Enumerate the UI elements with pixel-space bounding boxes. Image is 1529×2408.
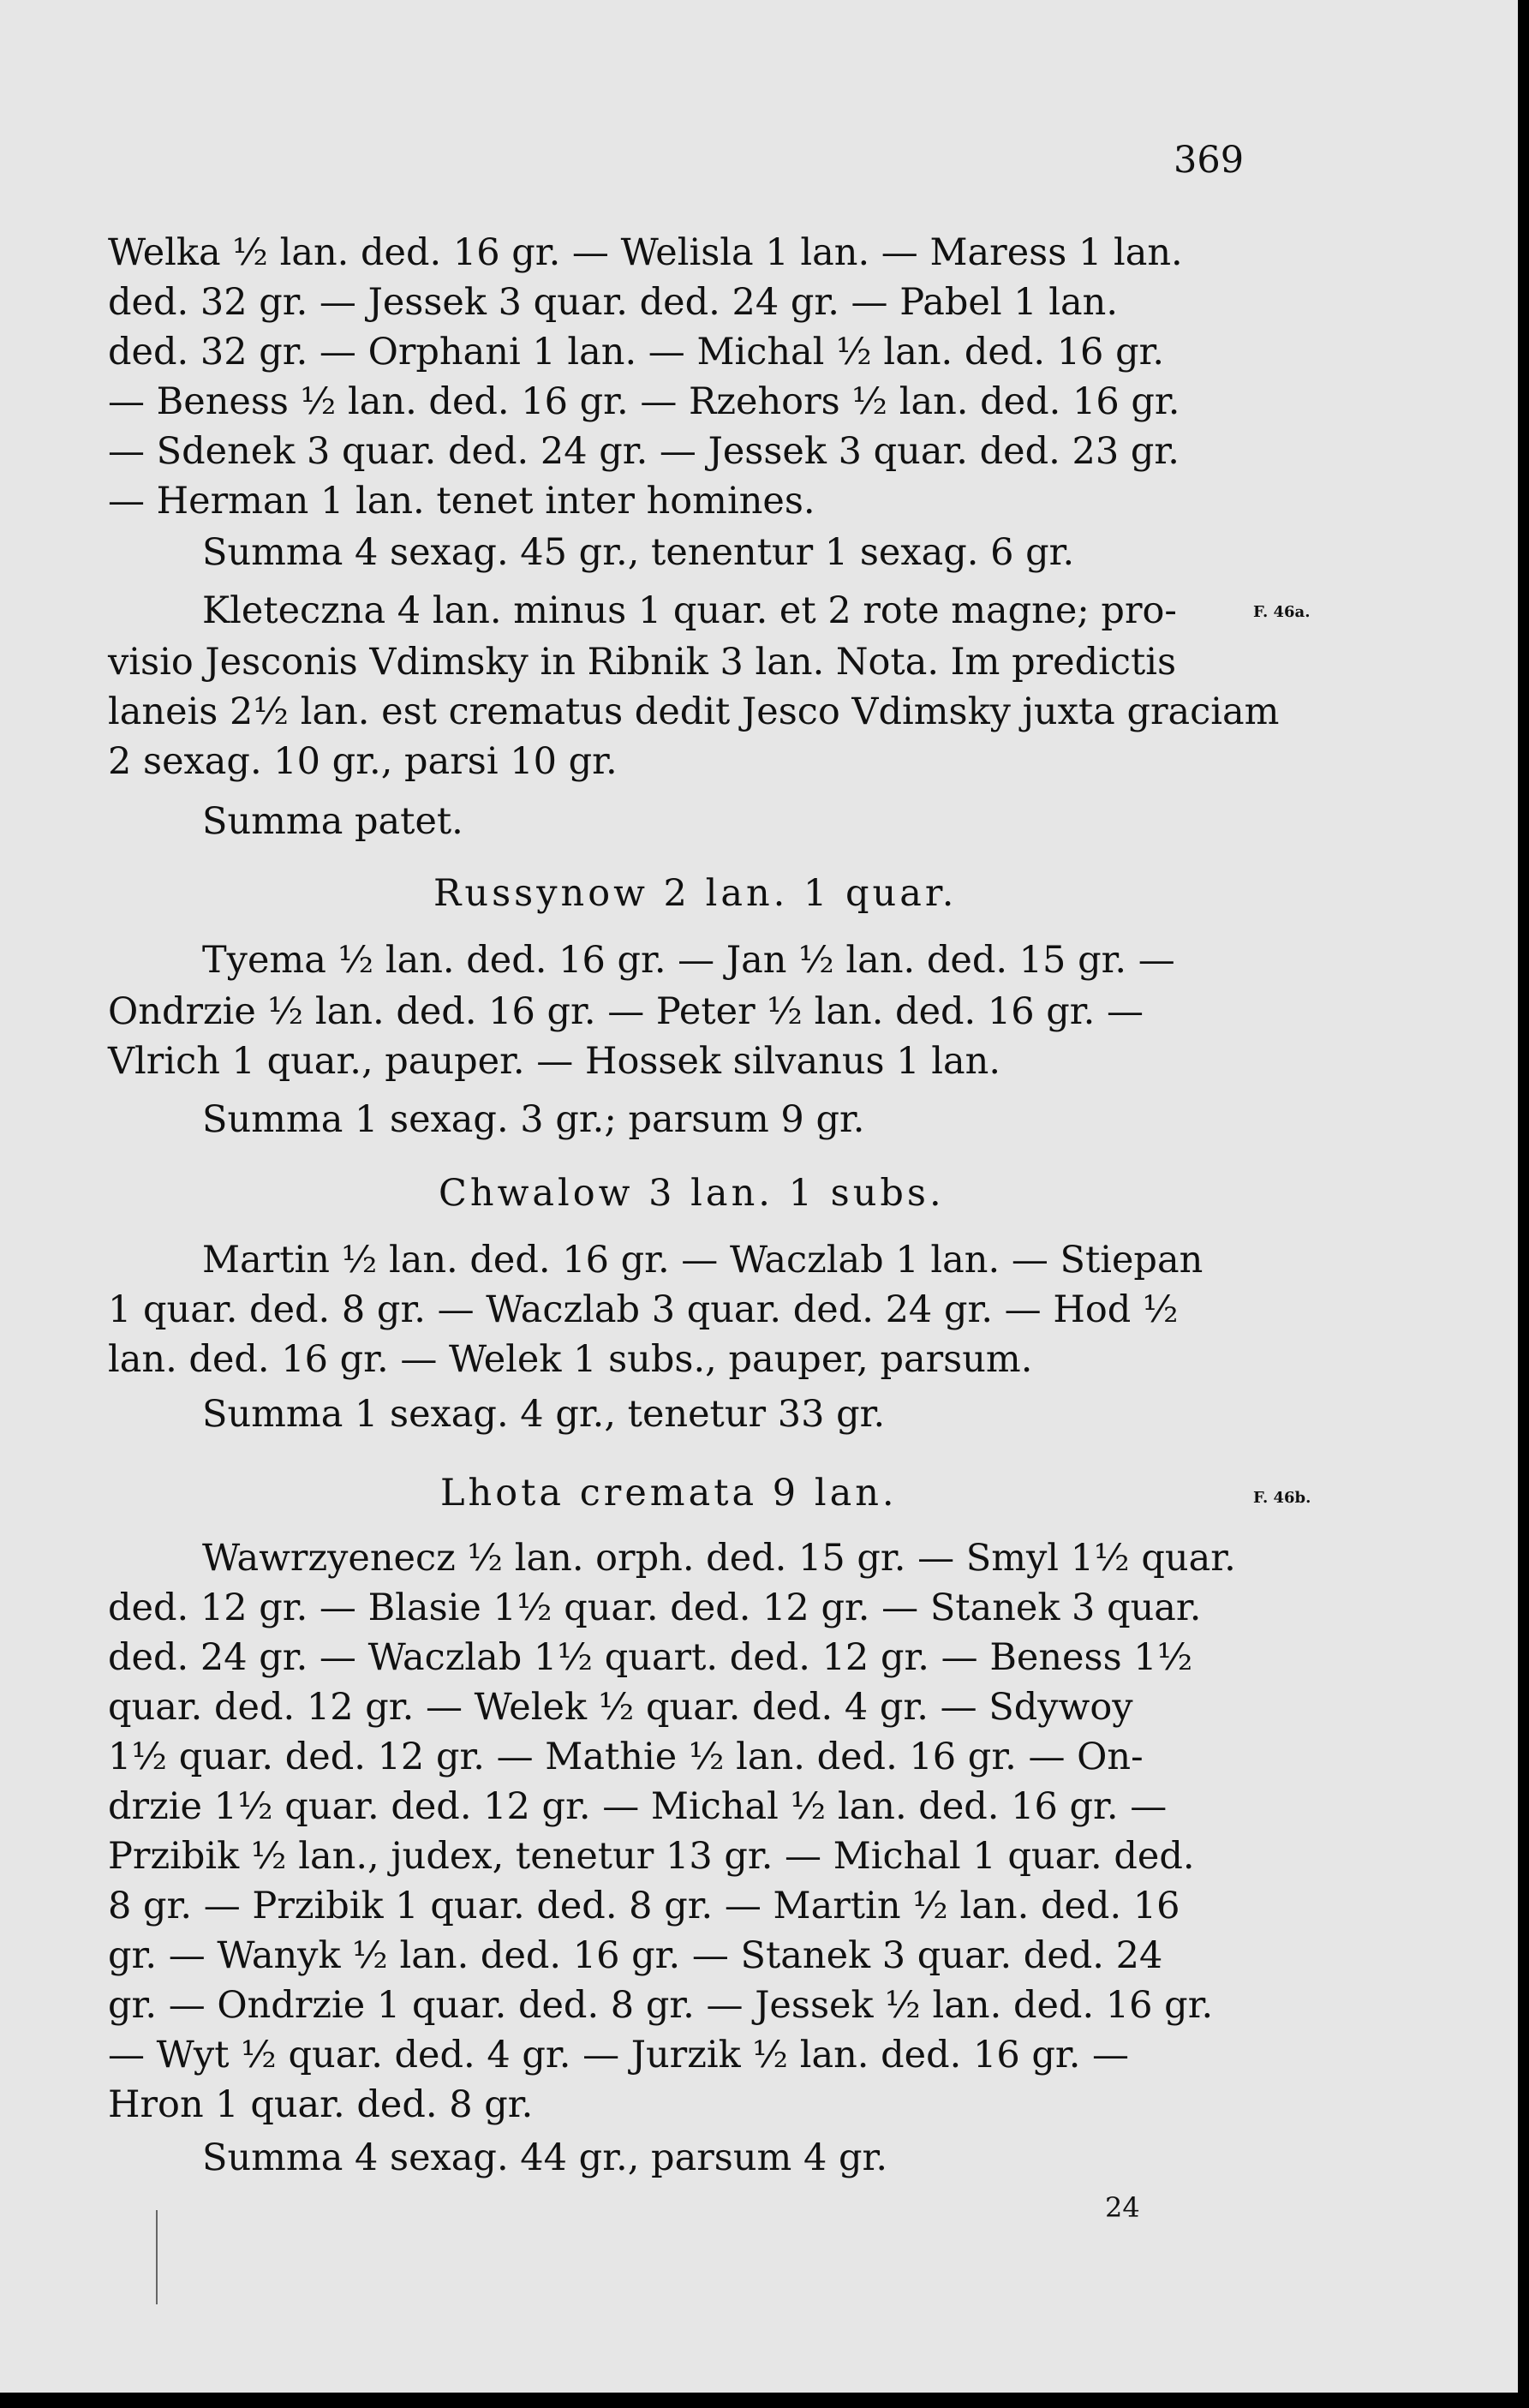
- page-number: 369: [1174, 139, 1245, 182]
- text-line: lan. ded. 16 gr. — Welek 1 subs., pauper, parsum.: [108, 1338, 1033, 1381]
- text-line: Welka ½ lan. ded. 16 gr. — Welisla 1 lan. — Maress 1 lan.: [108, 231, 1183, 274]
- text-line: Ondrzie ½ lan. ded. 16 gr. — Peter ½ lan. ded. 16 gr. —: [108, 990, 1144, 1033]
- text-line: 2 sexag. 10 gr., parsi 10 gr.: [108, 740, 618, 783]
- text-line: Hron 1 quar. ded. 8 gr.: [108, 2083, 534, 2126]
- text-line: 1 quar. ded. 8 gr. — Waczlab 3 quar. ded. 24 gr. — Hod ½: [108, 1288, 1179, 1331]
- text-line: Przibik ½ lan., judex, tenetur 13 gr. — Michal 1 quar. ded.: [108, 1835, 1195, 1878]
- text-line: Martin ½ lan. ded. 16 gr. — Waczlab 1 lan. — Stiepan: [202, 1239, 1203, 1282]
- text-line: — Sdenek 3 quar. ded. 24 gr. — Jessek 3 quar. ded. 23 gr.: [108, 430, 1180, 473]
- text-line: — Herman 1 lan. tenet inter homines.: [108, 480, 815, 523]
- margin-folio-note: F. 46b.: [1253, 1489, 1311, 1507]
- village-heading: Lhota cremata 9 lan.: [440, 1472, 898, 1515]
- text-line: Wawrzyenecz ½ lan. orph. ded. 15 gr. — Smyl 1½ quar.: [202, 1537, 1236, 1580]
- text-line: ded. 24 gr. — Waczlab 1½ quart. ded. 12 gr. — Beness 1½: [108, 1636, 1193, 1679]
- text-line: 1½ quar. ded. 12 gr. — Mathie ½ lan. ded. 16 gr. — On-: [108, 1736, 1144, 1778]
- text-line: — Beness ½ lan. ded. 16 gr. — Rzehors ½ lan. ded. 16 gr.: [108, 380, 1180, 423]
- text-line: ded. 12 gr. — Blasie 1½ quar. ded. 12 gr. — Stanek 3 quar.: [108, 1586, 1202, 1629]
- text-line: gr. — Ondrzie 1 quar. ded. 8 gr. — Jessek ½ lan. ded. 16 gr.: [108, 1984, 1214, 2027]
- text-line: gr. — Wanyk ½ lan. ded. 16 gr. — Stanek 3 quar. ded. 24: [108, 1934, 1163, 1977]
- text-line: laneis 2½ lan. est crematus dedit Jesco Vdimsky juxta graciam: [108, 690, 1280, 733]
- page-edge-mark: [156, 2210, 158, 2304]
- text-line: 8 gr. — Przibik 1 quar. ded. 8 gr. — Martin ½ lan. ded. 16: [108, 1885, 1180, 1927]
- summa-line: Summa 4 sexag. 45 gr., tenentur 1 sexag. 6 gr.: [202, 531, 1075, 574]
- text-line: quar. ded. 12 gr. — Welek ½ quar. ded. 4 gr. — Sdywoy: [108, 1686, 1133, 1729]
- text-line: ded. 32 gr. — Orphani 1 lan. — Michal ½ lan. ded. 16 gr.: [108, 331, 1165, 373]
- signature-mark: 24: [1105, 2191, 1140, 2224]
- text-line: visio Jesconis Vdimsky in Ribnik 3 lan. Nota. Im predictis: [108, 641, 1177, 684]
- text-line: — Wyt ½ quar. ded. 4 gr. — Jurzik ½ lan. ded. 16 gr. —: [108, 2034, 1130, 2076]
- summa-line: Summa 1 sexag. 4 gr., tenetur 33 gr.: [202, 1393, 886, 1436]
- summa-line: Summa 1 sexag. 3 gr.; parsum 9 gr.: [202, 1098, 865, 1141]
- summa-line: Summa patet.: [202, 800, 463, 843]
- text-line: drzie 1½ quar. ded. 12 gr. — Michal ½ lan. ded. 16 gr. —: [108, 1785, 1168, 1828]
- text-line: Vlrich 1 quar., pauper. — Hossek silvanus 1 lan.: [108, 1040, 1001, 1083]
- text-line: ded. 32 gr. — Jessek 3 quar. ded. 24 gr. — Pabel 1 lan.: [108, 281, 1119, 324]
- village-heading: Russynow 2 lan. 1 quar.: [433, 872, 958, 915]
- text-line: Kleteczna 4 lan. minus 1 quar. et 2 rote magne; pro-: [202, 589, 1177, 632]
- text-line: Tyema ½ lan. ded. 16 gr. — Jan ½ lan. ded. 15 gr. —: [202, 939, 1175, 982]
- summa-line: Summa 4 sexag. 44 gr., parsum 4 gr.: [202, 2136, 888, 2179]
- margin-folio-note: F. 46a.: [1253, 603, 1311, 621]
- village-heading: Chwalow 3 lan. 1 subs.: [439, 1172, 945, 1215]
